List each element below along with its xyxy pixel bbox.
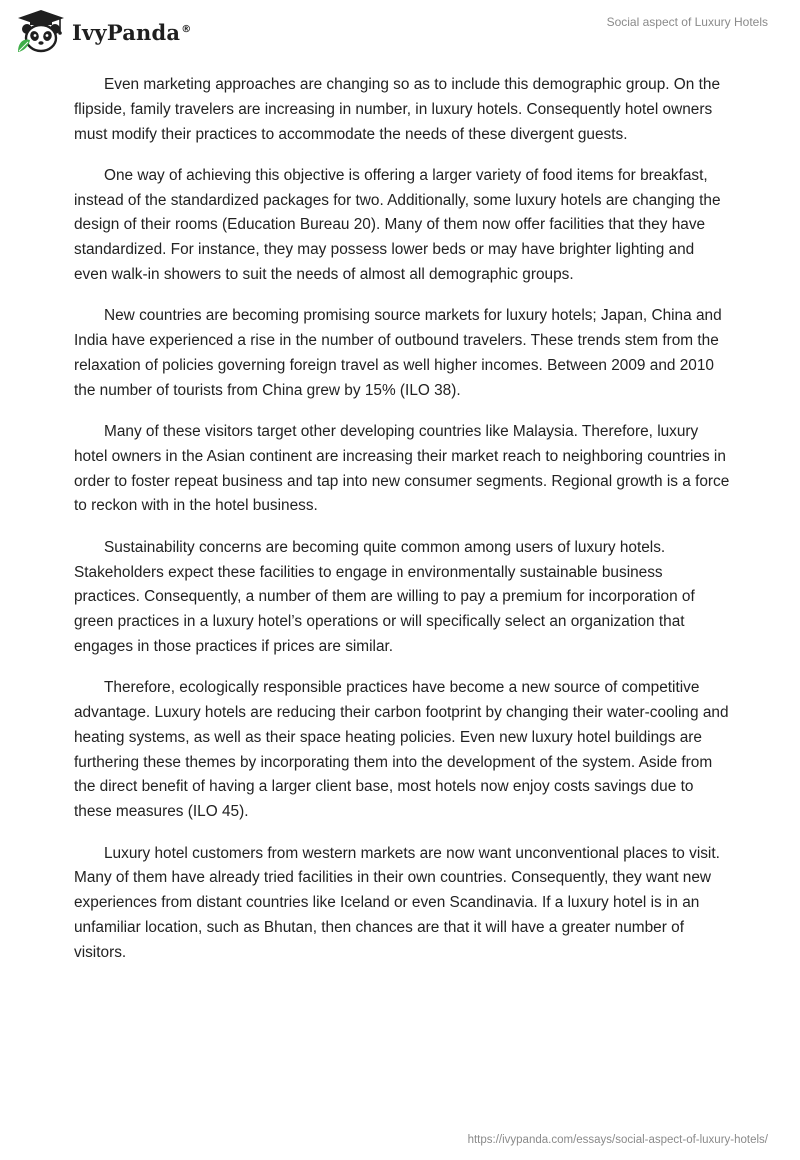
paragraph: Luxury hotel customers from western markets are now want unconventional places to visit. Many of them have already tried facilities in their own countries. Consequently, they want new experiences from distant countries like Iceland or even Scandinavia. If a luxury hotel is in an unfamiliar location, such as Bhutan, then chances are that it will have a greater number of visitors. bbox=[74, 844, 720, 961]
essay-body bbox=[74, 73, 730, 982]
ivypanda-logo[interactable] bbox=[14, 8, 191, 54]
paragraph: Sustainability concerns are becoming quite common among users of luxury hotels. Stakeholders expect these facilities to engage in environmentally sustainable business practices. Consequently, a number of them are willing to pay a premium for incorporation of green practices in a luxury hotel’s operations or will specifically select an organization that engages in those practices if prices are similar. bbox=[74, 538, 695, 655]
source-url[interactable]: https://ivypanda.com/essays/social-aspect-of-luxury-hotels/ bbox=[467, 1134, 768, 1146]
paragraph: One way of achieving this objective is offering a larger variety of food items for breakfast, instead of the standardized packages for two. Additionally, some luxury hotels are changing the design of their rooms (Education Bureau 20). Many of them now offer facilities that they have standardized. For instance, they may possess lower beds or may have brighter lighting and even walk-in showers to suit the needs of almost all demographic groups. bbox=[74, 166, 721, 284]
paragraph: New countries are becoming promising source markets for luxury hotels; Japan, China and India have experienced a rise in the number of outbound travelers. These trends stem from the relaxation of policies governing foreign travel as well higher incomes. Between 2009 and 2010 the number of tourists from China grew by 15% (ILO 38). bbox=[74, 307, 722, 399]
paragraph: Many of these visitors target other developing countries like Malaysia. Therefore, luxury hotel owners in the Asian continent are increasing their market reach to neighboring countries in order to foster repeat business and tap into new consumer segments. Regional growth is a force to reckon with in the hotel business. bbox=[74, 423, 730, 515]
panda-graduate-logo-icon bbox=[14, 8, 68, 54]
brand-name: IvyPanda® bbox=[72, 19, 192, 45]
paragraph: Therefore, ecologically responsible practices have become a new source of competitive advantage. Luxury hotels are reducing their carbon footprint by changing their water-cooling and heating systems, as well as their space heating policies. Even new luxury hotel buildings are furthering these themes by incorporating them into the development of the system. Aside from the direct benefit of having a larger client base, most hotels now enjoy costs savings due to these measures (ILO 45). bbox=[74, 679, 729, 821]
paragraph: Even marketing approaches are changing so as to include this demographic group. On the flipside, family travelers are increasing in number, in luxury hotels. Consequently hotel owners must modify their practices to accommodate the needs of these divergent guests. bbox=[74, 76, 721, 143]
page-header bbox=[0, 0, 800, 60]
document-title: Social aspect of Luxury Hotels bbox=[606, 15, 768, 29]
registered-mark: ® bbox=[181, 23, 192, 35]
